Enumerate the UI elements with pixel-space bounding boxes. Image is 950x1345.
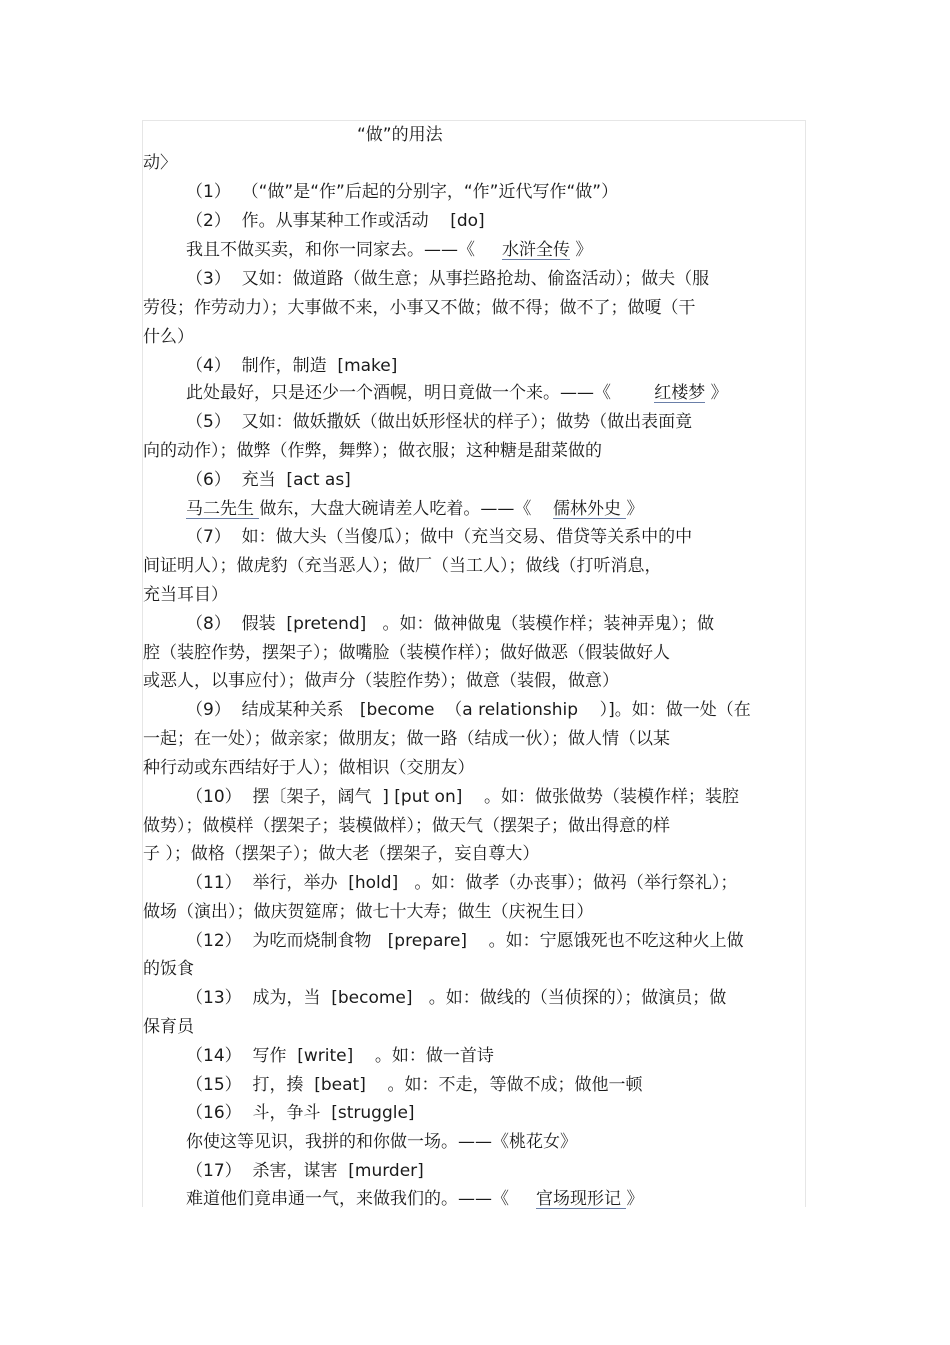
text-line: 一起；在一处）；做亲家；做朋友；做一路（结成一伙）；做人情（以某 bbox=[143, 729, 670, 749]
source-link[interactable]: 红楼梦 bbox=[654, 383, 706, 403]
quote-line bbox=[143, 1189, 643, 1209]
quote-text: 我且不做买卖，和你一同家去。——《 bbox=[186, 240, 503, 260]
text-line: （2） 作。从事某种工作或活动 [do] bbox=[186, 211, 485, 231]
text-line: （15） 打，揍 [beat] 。如：不走，等做不成；做他一顿 bbox=[186, 1075, 643, 1095]
text-line: 向的动作）；做弊（作弊，舞弊）；做衣服；这种糖是甜菜做的 bbox=[143, 441, 602, 461]
text-line: 腔（装腔作势，摆架子）；做嘴脸（装模作样）；做好做恶（假装做好人 bbox=[143, 643, 670, 663]
text-line: （3） 又如：做道路（做生意；从事拦路抢劫、偷盗活动）；做夫（服 bbox=[186, 269, 710, 289]
document-page bbox=[142, 120, 806, 1207]
source-link[interactable]: 官场现形记 bbox=[536, 1189, 627, 1209]
text-line: （14） 写作 [write] 。如：做一首诗 bbox=[186, 1046, 494, 1066]
text-line: 充当耳目） bbox=[143, 585, 228, 605]
quote-text: 》 bbox=[626, 499, 644, 519]
text-line: （9） 结成某种关系 [become （a relationship ）]。如：做一处（在 bbox=[186, 700, 751, 720]
quote-line bbox=[143, 240, 592, 260]
text-line: （16） 斗，争斗 [struggle] bbox=[186, 1103, 415, 1123]
text-line: （4） 制作，制造 [make] bbox=[186, 356, 398, 376]
source-link[interactable]: 儒林外史 bbox=[553, 499, 627, 519]
quote-text: 》 bbox=[626, 1189, 644, 1209]
text-line: （8） 假装 [pretend] 。如：做神做鬼（装模作样；装神弄鬼）；做 bbox=[186, 614, 714, 634]
text-line: 动〉 bbox=[143, 153, 177, 173]
text-line: 做场（演出）；做庆贺筵席；做七十大寿；做生（庆祝生日） bbox=[143, 902, 594, 922]
text-line: （7） 如：做大头（当傻瓜）；做中（充当交易、借贷等关系中的中 bbox=[186, 527, 693, 547]
source-link[interactable]: 水浒全传 bbox=[502, 240, 571, 260]
text-line: 种行动或东西结好于人）；做相识（交朋友） bbox=[143, 758, 475, 778]
text-line: 间证明人）；做虎豹（充当恶人）；做厂（当工人）；做线（打听消息， bbox=[143, 556, 662, 576]
doc-title: “做”的用法 bbox=[357, 125, 443, 145]
quote-text: 难道他们竟串通一气，来做我们的。——《 bbox=[186, 1189, 537, 1209]
text-line: 或恶人，以事应付）；做声分（装腔作势）；做意（装假，做意） bbox=[143, 671, 619, 691]
text-line: 做势）；做模样（摆架子；装模做样）；做天气（摆架子；做出得意的样 bbox=[143, 816, 670, 836]
quote-text: 》 bbox=[705, 383, 728, 403]
text-line: 子 ）；做格（摆架子）；做大老（摆架子，妄自尊大） bbox=[143, 844, 540, 864]
text-line: 劳役；作劳动力）；大事做不来，小事又不做；做不得；做不了；做嗄（干 bbox=[143, 298, 696, 318]
quote-text: 》 bbox=[570, 240, 593, 260]
text-line: 你使这等见识，我拼的和你做一场。——《桃花女》 bbox=[186, 1132, 577, 1152]
quote-line bbox=[143, 499, 643, 519]
quote-text: 做东，大盘大碗请差人吃着。——《 bbox=[259, 499, 554, 519]
text-line: （13） 成为，当 [become] 。如：做线的（当侦探的）；做演员；做 bbox=[186, 988, 727, 1008]
text-line: （12） 为吃而烧制食物 [prepare] 。如：宁愿饿死也不吃这种火上做 bbox=[186, 931, 744, 951]
quote-line bbox=[143, 383, 728, 403]
text-line: （17） 杀害，谋害 [murder] bbox=[186, 1161, 424, 1181]
text-line: 什么） bbox=[143, 327, 194, 347]
text-line: （1） （“做”是“作”后起的分别字，“作”近代写作“做”） bbox=[186, 182, 619, 202]
text-line: 的饭食 bbox=[143, 959, 194, 979]
text-line: （5） 又如：做妖撒妖（做出妖形怪状的样子）；做势（做出表面竟 bbox=[186, 412, 693, 432]
text-line: （10） 摆〔架子，阔气 ] [put on] 。如：做张做势（装模作样；装腔 bbox=[186, 787, 739, 807]
person-link[interactable]: 马二先生 bbox=[186, 499, 260, 519]
quote-text: 此处最好，只是还少一个酒幌，明日竟做一个来。——《 bbox=[186, 383, 655, 403]
text-line: （6） 充当 [act as] bbox=[186, 470, 351, 490]
text-line: （11） 举行，举办 [hold] 。如：做孝（办丧事）；做祃（举行祭礼）； bbox=[186, 873, 738, 893]
text-line: 保育员 bbox=[143, 1017, 194, 1037]
